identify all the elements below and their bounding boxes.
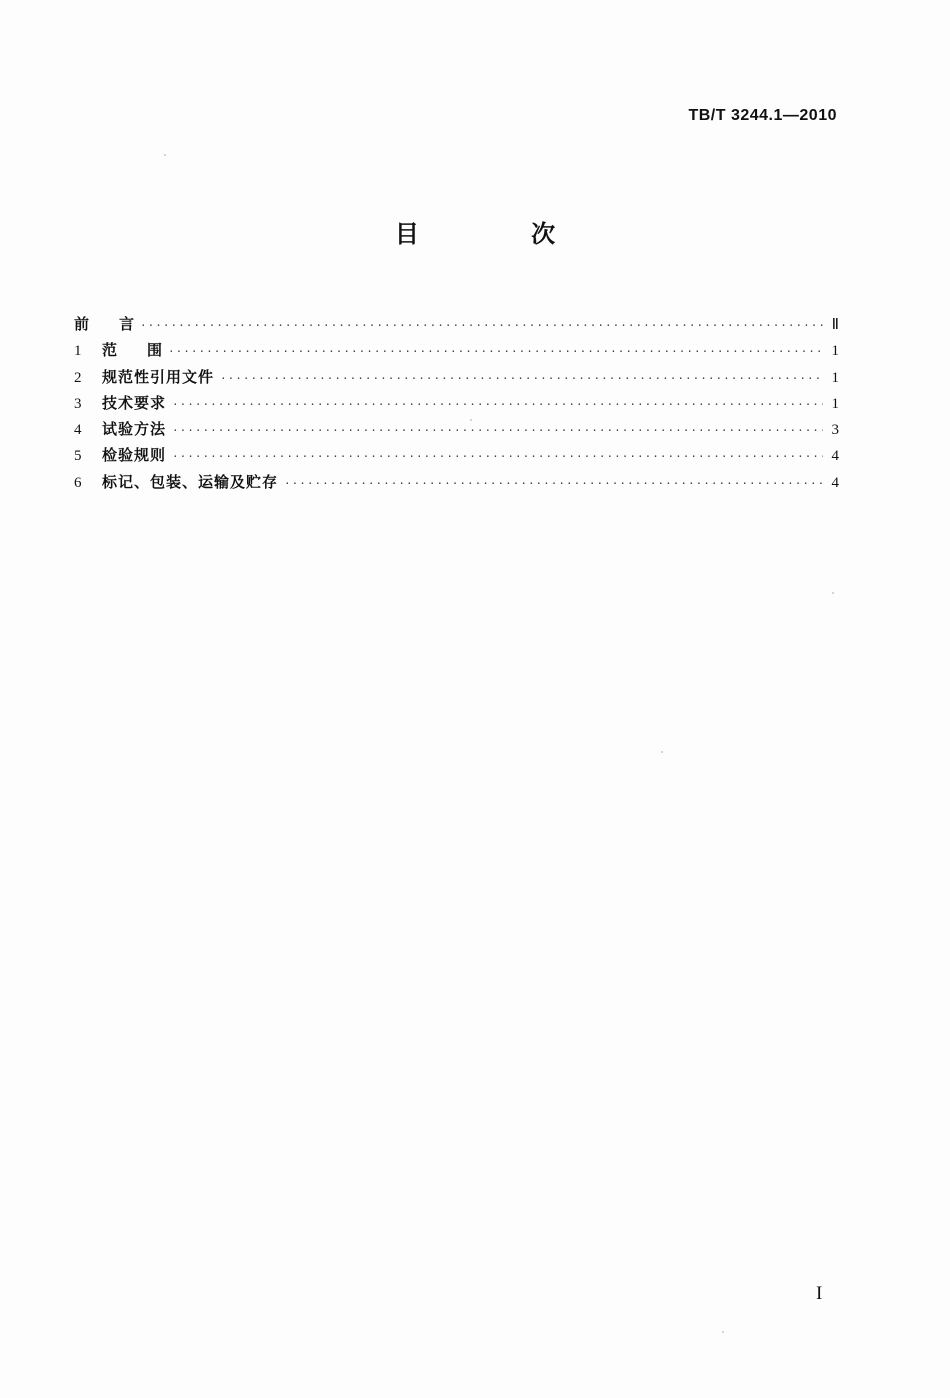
toc-entry-number: 3 [74,395,82,412]
toc-leader-dots [284,471,823,497]
toc-entry-normative-references[interactable] [74,364,839,390]
toc-entry-number: 2 [74,369,82,386]
toc-leader-dots [172,392,823,418]
toc-entry-number: 5 [74,448,82,465]
table-of-contents [74,311,839,495]
toc-entry-page: 1 [831,343,839,360]
toc-entry-marking-packaging[interactable] [74,469,839,495]
toc-leader-dots [140,313,823,339]
toc-leader-dots [172,418,823,444]
toc-entry-number: 6 [74,474,82,491]
toc-entry-page: 1 [831,369,839,386]
page-title: 目 次 [394,220,608,248]
toc-entry-technical-requirements[interactable] [74,390,839,416]
scan-speck [470,419,472,421]
toc-entry-foreword[interactable] [74,311,839,337]
toc-entry-number: 4 [74,422,82,439]
scan-speck [832,592,834,594]
scan-speck [164,154,166,156]
toc-entry-inspection-rules[interactable] [74,442,839,468]
toc-entry-number: 1 [74,343,82,360]
toc-entry-page: 4 [831,474,839,491]
toc-leader-dots [168,339,823,365]
toc-entry-title: 前 言 [74,315,135,333]
standard-code: TB/T 3244.1—2010 [688,107,837,124]
toc-entry-title: 试验方法 [102,420,167,439]
scan-speck [661,751,663,753]
toc-entry-title: 范 围 [102,341,163,360]
toc-entry-page: 4 [831,448,839,465]
scan-speck [722,1331,724,1333]
toc-entry-title: 规范性引用文件 [102,367,215,386]
toc-entry-title: 技术要求 [102,393,167,412]
toc-entry-scope[interactable] [74,337,839,363]
toc-entry-title: 检验规则 [102,446,167,465]
toc-leader-dots [220,366,823,392]
toc-entry-page: 1 [831,395,839,412]
page-number: I [816,1283,823,1304]
toc-entry-page: Ⅱ [831,317,839,333]
toc-entry-page: 3 [831,422,839,439]
toc-entry-title: 标记、包装、运输及贮存 [102,472,279,491]
toc-entry-test-methods[interactable] [74,416,839,442]
toc-leader-dots [172,444,823,470]
